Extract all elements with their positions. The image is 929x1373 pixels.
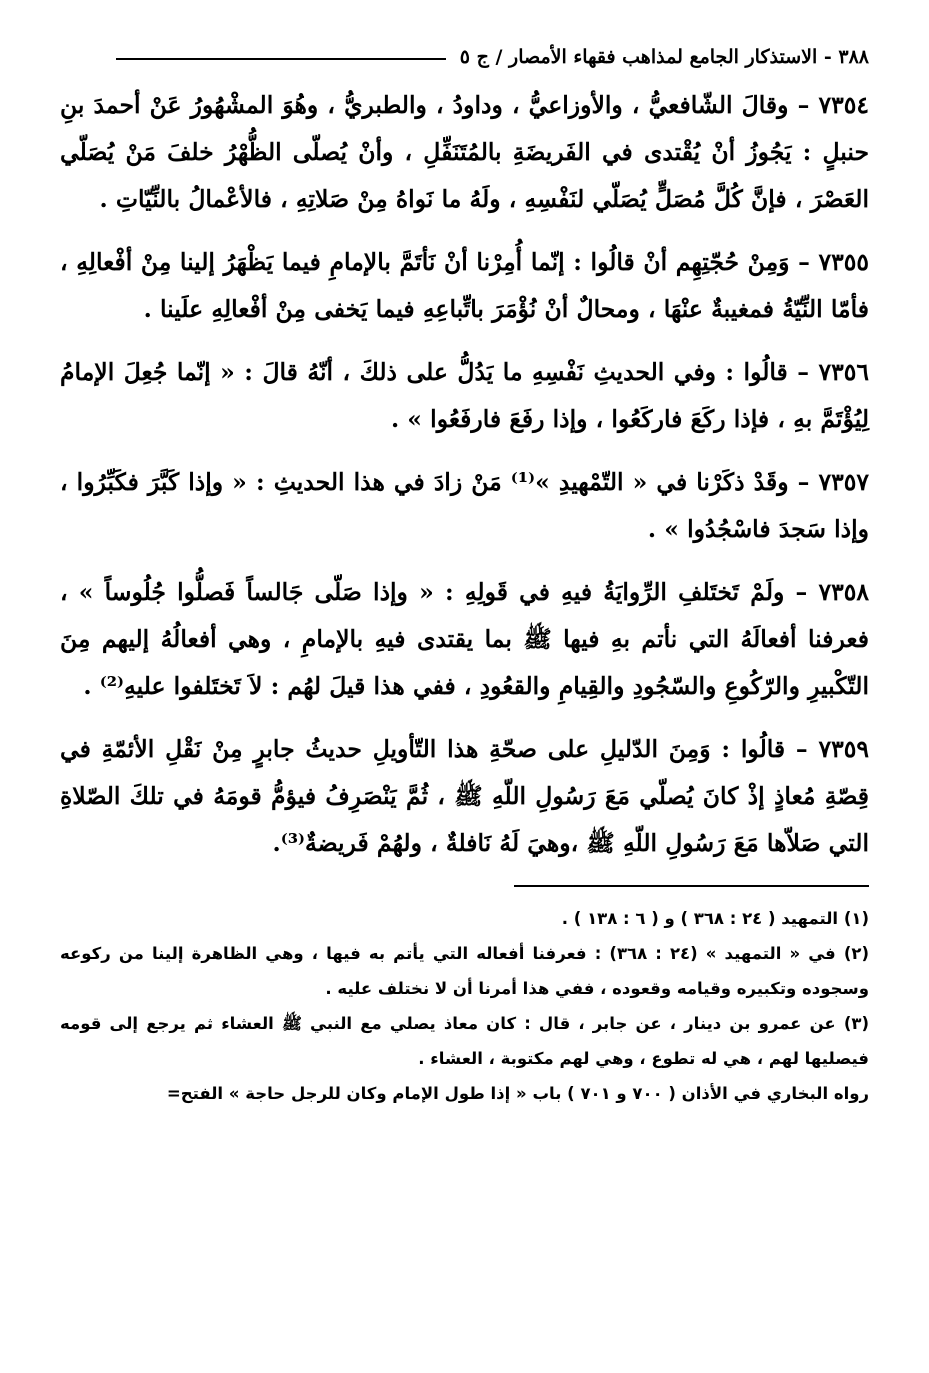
paragraph-number: ٧٣٥٧	[818, 468, 869, 496]
paragraph-text: – وقالَ الشّافعيُّ ، والأوزاعيُّ ، وداودُ ، والطبريُّ ، وهُوَ المشْهُورُ عَنْ أحمدَ بنِ حنبلٍ : يَجُوزُ أنْ يُقْتدى في الفَريضَةِ بالمُتَنَفِّلِ ، وأنْ يُصلّى الظُّهْرُ خلفَ مَنْ يُصَلّي العَصْرَ ، فإنَّ كُلَّ مُصَلٍّ يُصَلّي لنَفْسِهِ ، ولَهُ ما نَواهُ مِنْ صَلاتِهِ ، فالأعْمالُ بالنِّيّاتِ .	[60, 91, 869, 213]
footnote-continuation: رواه البخاري في الأذان ( ٧٠٠ و ٧٠١ ) باب « إذا طول الإمام وكان للرجل حاجة » الفتح=	[166, 1084, 869, 1103]
footnote-separator	[514, 885, 869, 887]
header-text: ٣٨٨ - الاستذكار الجامع لمذاهب فقهاء الأمصار / ج ٥	[459, 46, 869, 68]
paragraph-text: – وَمِنْ حُجّتِهِم أنْ قالُوا : إنّما أُمِرْنا أنْ نَأتَمَّ بالإمامِ فيما يَظْهَرُ إلينا مِنْ أفْعالِهِ ، فأمّا النِّيّةُ فمغيبةٌ عنْهَا ، ومحالٌ أنْ نُؤْمَرَ باتِّباعِهِ فيما يَخفى مِنْ أفْعالِهِ علَينا .	[60, 248, 869, 323]
paragraph-7357	[60, 459, 869, 553]
footnote-3: (٣) عن عمرو بن دينار ، عن جابر ، قال : كان معاذ يصلي مع النبي ﷺ العشاء ثم يرجع إلى قومه فيصليها لهم ، هي له تطوع ، وهي لهم مكتوبة ، العشاء .	[60, 1014, 869, 1068]
paragraph-number: ٧٣٥٩	[818, 735, 869, 763]
paragraph-7354	[60, 82, 869, 223]
paragraph-number: ٧٣٥٤	[818, 91, 869, 119]
main-text	[60, 82, 869, 867]
running-header	[60, 40, 869, 74]
footnotes	[60, 901, 869, 1111]
paragraph-7358	[60, 569, 869, 710]
paragraph-7356	[60, 349, 869, 443]
paragraph-text: – قالُوا : وفي الحديثِ نَفْسِهِ ما يَدُلُّ على ذلكَ ، أنّهُ قالَ : « إنّما جُعِلَ الإمامُ لِيُؤْتَمَّ بهِ ، فإذا ركَعَ فاركَعُوا ، وإذا رفَعَ فارفَعُوا » .	[60, 358, 869, 433]
paragraph-text: – وقَدْ ذكَرْنا في « التّمْهيدِ »⁽¹⁾ مَنْ زادَ في هذا الحديثِ : « وإذا كَبَّرَ فكَبِّرُوا ، وإذا سَجدَ فاسْجُدُوا » .	[60, 468, 869, 543]
header-rule	[116, 58, 446, 60]
paragraph-number: ٧٣٥٦	[818, 358, 869, 386]
paragraph-text: – ولَمْ تَختَلفِ الرِّوايَةُ فيهِ في قَولِهِ : « وإذا صَلّى جَالساً فَصلُّوا جُلُوساً » ، فعرفنا أفعالَهُ التي نأتم بهِ فيها ﷺ بما يقتدى فيهِ بالإمامِ ، وهي أفعالُهُ إليهم مِنَ التّكْبيرِ والرّكُوعِ والسّجُودِ والقِيامِ والقعُودِ ، ففي هذا قيلَ لهُم : لاَ تَختَلفوا عليهِ⁽²⁾ .	[60, 578, 869, 700]
footnote-2: (٢) في « التمهيد » (٢٤ : ٣٦٨) : فعرفنا أفعاله التي يأتم به فيها ، وهي الظاهرة إلينا من ركوعه وسجوده وتكبيره وقيامه وقعوده ، ففي هذا أمرنا أن لا نختلف عليه .	[60, 944, 869, 998]
paragraph-number: ٧٣٥٥	[818, 248, 869, 276]
paragraph-text: – قالُوا : وَمِنَ الدّليلِ على صحّةِ هذا التّأويلِ حديثُ جابرٍ مِنْ نَقْلِ الأئمّةِ في قِصّةِ مُعاذٍ إذْ كانَ يُصلّي مَعَ رَسُولِ اللّهِ ﷺ ، ثُمَّ يَنْصَرِفُ فيؤمُّ قومَهُ في تلكَ الصّلاةِ التي صَلاّها مَعَ رَسُولِ اللّهِ ﷺ ،وهيَ لَهُ نَافلةٌ ، ولهُمْ فَريضةٌ⁽³⁾.	[60, 735, 869, 857]
paragraph-7359	[60, 726, 869, 867]
footnote-1: (١) التمهيد ( ٢٤ : ٣٦٨ ) و ( ٦ : ١٣٨ ) .	[561, 909, 869, 928]
paragraph-7355	[60, 239, 869, 333]
paragraph-number: ٧٣٥٨	[818, 578, 869, 606]
